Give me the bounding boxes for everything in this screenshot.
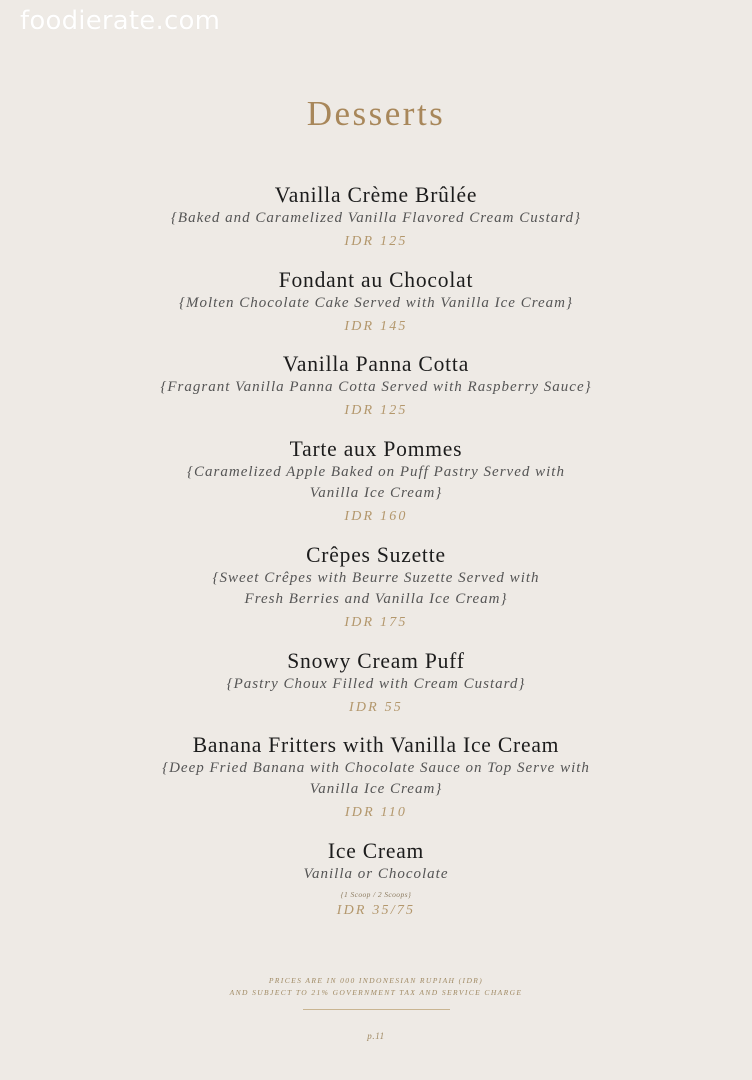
item-name: Snowy Cream Puff (287, 648, 465, 673)
item-price: IDR 35/75 (336, 903, 416, 918)
menu-item-creme-brulee (0, 182, 752, 252)
item-name: Crêpes Suzette (306, 542, 446, 567)
item-price: IDR 160 (344, 509, 408, 524)
menu-item-banana-fritters (0, 732, 752, 823)
item-description-line: Vanilla Ice Cream} (309, 781, 443, 797)
item-description: {Molten Chocolate Cake Served with Vanilla Ice Cream} (179, 295, 573, 311)
item-price: IDR 125 (344, 234, 408, 249)
menu-item-ice-cream (0, 838, 752, 921)
item-price: IDR 175 (344, 615, 408, 630)
footer-note-line: PRICES ARE IN 000 INDONESIAN RUPIAH (IDR) (268, 976, 484, 985)
menu-item-panna-cotta (0, 351, 752, 421)
item-description: Vanilla or Chocolate (303, 866, 449, 882)
item-name: Banana Fritters with Vanilla Ice Cream (192, 732, 560, 757)
item-description-line: {Sweet Crêpes with Beurre Suzette Served with (212, 570, 540, 586)
item-description: {Pastry Choux Filled with Cream Custard} (226, 676, 526, 692)
item-description-line: {Caramelized Apple Baked on Puff Pastry Served with (187, 464, 565, 480)
item-name: Tarte aux Pommes (289, 436, 463, 461)
menu-item-crepes-suzette (0, 542, 752, 633)
item-name: Ice Cream (327, 838, 425, 863)
watermark: foodierate.com (20, 6, 221, 36)
item-description: {Baked and Caramelized Vanilla Flavored Cream Custard} (170, 210, 582, 226)
footer-divider (303, 1009, 450, 1010)
item-name: Vanilla Panna Cotta (282, 351, 470, 376)
item-price: IDR 110 (344, 805, 408, 820)
item-description (146, 462, 606, 504)
footer-note-line: AND SUBJECT TO 21% GOVERNMENT TAX AND SERVICE CHARGE (229, 988, 523, 997)
page-number: p.11 (367, 1031, 385, 1041)
menu-item-tarte-aux-pommes (0, 436, 752, 527)
item-note: {1 Scoop / 2 Scoops} (340, 890, 412, 899)
item-description-line: {Deep Fried Banana with Chocolate Sauce on Top Serve with (162, 760, 590, 776)
item-name: Vanilla Crème Brûlée (274, 182, 478, 207)
item-description: {Fragrant Vanilla Panna Cotta Served with Raspberry Sauce} (160, 379, 592, 395)
page-title: Desserts (306, 94, 446, 133)
footer-note (0, 975, 752, 999)
item-description (106, 758, 646, 800)
item-description-line: Vanilla Ice Cream} (309, 485, 443, 501)
menu-item-fondant-au-chocolat (0, 267, 752, 337)
item-price: IDR 125 (344, 403, 408, 418)
item-name: Fondant au Chocolat (278, 267, 474, 292)
item-price: IDR 145 (344, 319, 408, 334)
item-price: IDR 55 (348, 700, 404, 715)
menu-item-snowy-cream-puff (0, 648, 752, 718)
item-description-line: Fresh Berries and Vanilla Ice Cream} (244, 591, 508, 607)
item-description (146, 568, 606, 610)
